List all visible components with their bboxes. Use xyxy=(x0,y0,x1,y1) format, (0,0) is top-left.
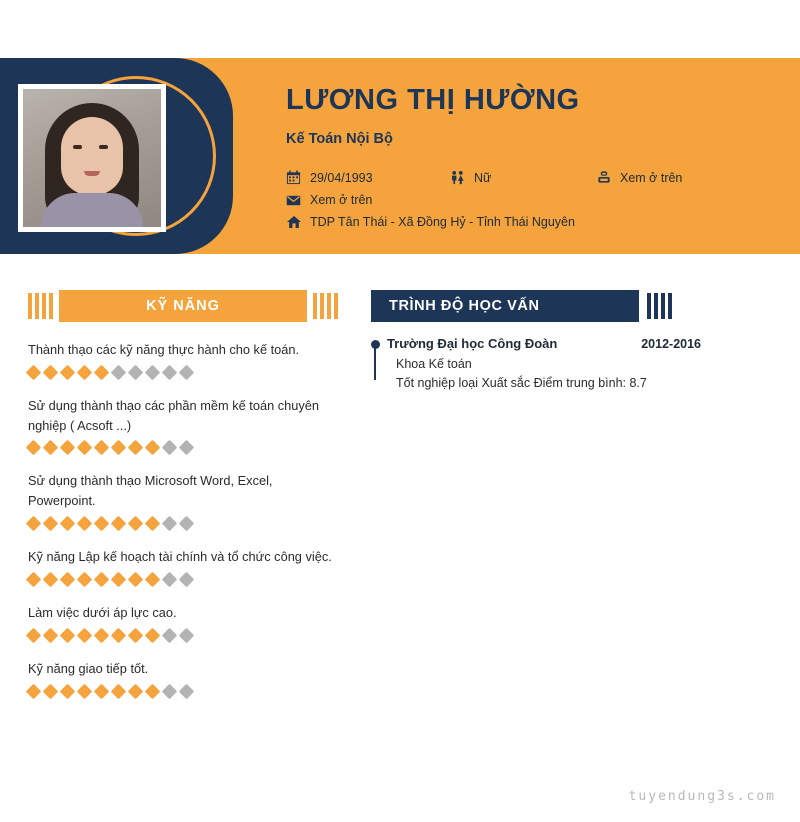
skill-item xyxy=(28,547,338,585)
skill-item xyxy=(28,659,338,697)
job-title: Kế Toán Nội Bộ xyxy=(286,131,393,147)
skills-section-title: KỸ NĂNG xyxy=(59,290,307,322)
education-section-header xyxy=(371,290,701,322)
address-value: TDP Tân Thái - Xã Đồng Hỷ - Tỉnh Thái Nguyên xyxy=(310,215,575,229)
rating-diamond-filled xyxy=(26,365,42,381)
education-major: Khoa Kế toán xyxy=(396,357,472,371)
skill-rating xyxy=(28,518,338,529)
rating-diamond-filled xyxy=(26,628,42,644)
rating-diamond-filled xyxy=(111,628,127,644)
gender-icon xyxy=(450,170,474,185)
avatar xyxy=(23,89,161,227)
rating-diamond-filled xyxy=(43,572,59,588)
dob-field xyxy=(286,170,450,185)
phone-value: Xem ở trên xyxy=(620,170,683,185)
rating-diamond-empty xyxy=(162,628,178,644)
address-field xyxy=(286,215,575,229)
rating-diamond-filled xyxy=(145,516,161,532)
rating-diamond-empty xyxy=(179,683,195,699)
rating-diamond-filled xyxy=(94,365,110,381)
phone-field xyxy=(596,170,682,185)
rating-diamond-filled xyxy=(26,440,42,456)
skill-label: Sử dụng thành thạo các phần mềm kế toán chuyên nghiệp ( Acsoft ...) xyxy=(28,397,320,433)
rating-diamond-filled xyxy=(128,683,144,699)
skill-rating xyxy=(28,686,338,697)
rating-diamond-filled xyxy=(128,516,144,532)
rating-diamond-filled xyxy=(60,628,76,644)
rating-diamond-filled xyxy=(43,440,59,456)
page-title: LƯƠNG THỊ HƯỜNG xyxy=(286,84,580,116)
skill-label: Sử dụng thành thạo Microsoft Word, Excel, Powerpoint. xyxy=(28,473,273,509)
skills-column xyxy=(28,290,338,697)
rating-diamond-filled xyxy=(60,516,76,532)
rating-diamond-filled xyxy=(77,683,93,699)
rating-diamond-empty xyxy=(162,572,178,588)
rating-diamond-filled xyxy=(77,365,93,381)
gender-field xyxy=(450,170,596,185)
email-field xyxy=(286,193,372,207)
rating-diamond-filled xyxy=(94,628,110,644)
info-row-1 xyxy=(286,170,784,185)
rating-diamond-filled xyxy=(26,683,42,699)
rating-diamond-empty xyxy=(145,365,161,381)
rating-diamond-filled xyxy=(60,365,76,381)
envelope-icon xyxy=(286,194,310,207)
rating-diamond-empty xyxy=(162,516,178,532)
rating-diamond-empty xyxy=(179,516,195,532)
rating-diamond-filled xyxy=(111,683,127,699)
rating-diamond-filled xyxy=(145,628,161,644)
rating-diamond-filled xyxy=(77,628,93,644)
decor-bars-right-edu xyxy=(647,290,672,322)
education-years: 2012-2016 xyxy=(641,337,701,351)
rating-diamond-filled xyxy=(60,572,76,588)
skill-item xyxy=(28,340,338,378)
photo-frame xyxy=(18,84,166,232)
rating-diamond-filled xyxy=(26,516,42,532)
skill-item xyxy=(28,471,338,529)
education-list xyxy=(371,336,701,390)
skill-rating xyxy=(28,574,338,585)
email-value: Xem ở trên xyxy=(310,193,373,207)
decor-bars-left xyxy=(28,290,53,322)
skill-label: Làm việc dưới áp lực cao. xyxy=(28,604,177,620)
timeline-dot xyxy=(371,340,380,349)
info-row-3 xyxy=(286,215,784,229)
rating-diamond-filled xyxy=(111,516,127,532)
rating-diamond-filled xyxy=(94,440,110,456)
rating-diamond-filled xyxy=(94,572,110,588)
rating-diamond-filled xyxy=(111,440,127,456)
rating-diamond-empty xyxy=(179,365,195,381)
rating-diamond-empty xyxy=(128,365,144,381)
skill-item xyxy=(28,396,338,454)
rating-diamond-filled xyxy=(43,683,59,699)
rating-diamond-filled xyxy=(94,683,110,699)
calendar-icon xyxy=(286,170,310,185)
rating-diamond-filled xyxy=(43,365,59,381)
rating-diamond-filled xyxy=(111,572,127,588)
skills-section-header xyxy=(28,290,338,322)
skill-rating xyxy=(28,630,338,641)
cv-header xyxy=(0,58,800,254)
skill-item xyxy=(28,603,338,641)
info-row-2 xyxy=(286,193,784,207)
skill-rating xyxy=(28,367,338,378)
gender-value: Nữ xyxy=(474,170,492,185)
contact-info xyxy=(286,170,784,237)
rating-diamond-filled xyxy=(128,440,144,456)
watermark: tuyendung3s.com xyxy=(628,789,776,804)
education-column xyxy=(371,290,701,390)
rating-diamond-empty xyxy=(179,440,195,456)
rating-diamond-empty xyxy=(111,365,127,381)
rating-diamond-empty xyxy=(162,683,178,699)
rating-diamond-filled xyxy=(60,440,76,456)
education-result: Tốt nghiệp loại Xuất sắc Điểm trung bình: 8.7 xyxy=(396,376,647,390)
phone-icon xyxy=(596,170,620,185)
rating-diamond-filled xyxy=(26,572,42,588)
home-icon xyxy=(286,215,310,229)
rating-diamond-filled xyxy=(77,572,93,588)
rating-diamond-filled xyxy=(77,440,93,456)
skill-label: Thành thạo các kỹ năng thực hành cho kế toán. xyxy=(28,342,300,357)
rating-diamond-filled xyxy=(43,628,59,644)
rating-diamond-filled xyxy=(145,683,161,699)
dob-value: 29/04/1993 xyxy=(310,170,373,185)
education-section-title: TRÌNH ĐỘ HỌC VẤN xyxy=(371,290,639,322)
rating-diamond-empty xyxy=(162,440,178,456)
skills-list xyxy=(28,340,338,697)
rating-diamond-filled xyxy=(94,516,110,532)
rating-diamond-filled xyxy=(145,440,161,456)
education-header xyxy=(387,336,701,351)
rating-diamond-filled xyxy=(43,516,59,532)
rating-diamond-empty xyxy=(162,365,178,381)
education-item xyxy=(387,336,701,390)
rating-diamond-filled xyxy=(77,516,93,532)
rating-diamond-filled xyxy=(128,572,144,588)
rating-diamond-filled xyxy=(128,628,144,644)
skill-label: Kỹ năng Lập kế hoạch tài chính và tổ chức công việc. xyxy=(28,549,332,565)
skill-rating xyxy=(28,442,338,453)
education-school: Trường Đại học Công Đoàn xyxy=(387,336,558,351)
rating-diamond-filled xyxy=(60,683,76,699)
photo-panel xyxy=(0,58,233,254)
skill-label: Kỹ năng giao tiếp tốt. xyxy=(28,660,149,676)
rating-diamond-empty xyxy=(179,572,195,588)
rating-diamond-empty xyxy=(179,628,195,644)
rating-diamond-filled xyxy=(145,572,161,588)
decor-bars-right xyxy=(313,290,338,322)
header-details xyxy=(286,58,784,254)
